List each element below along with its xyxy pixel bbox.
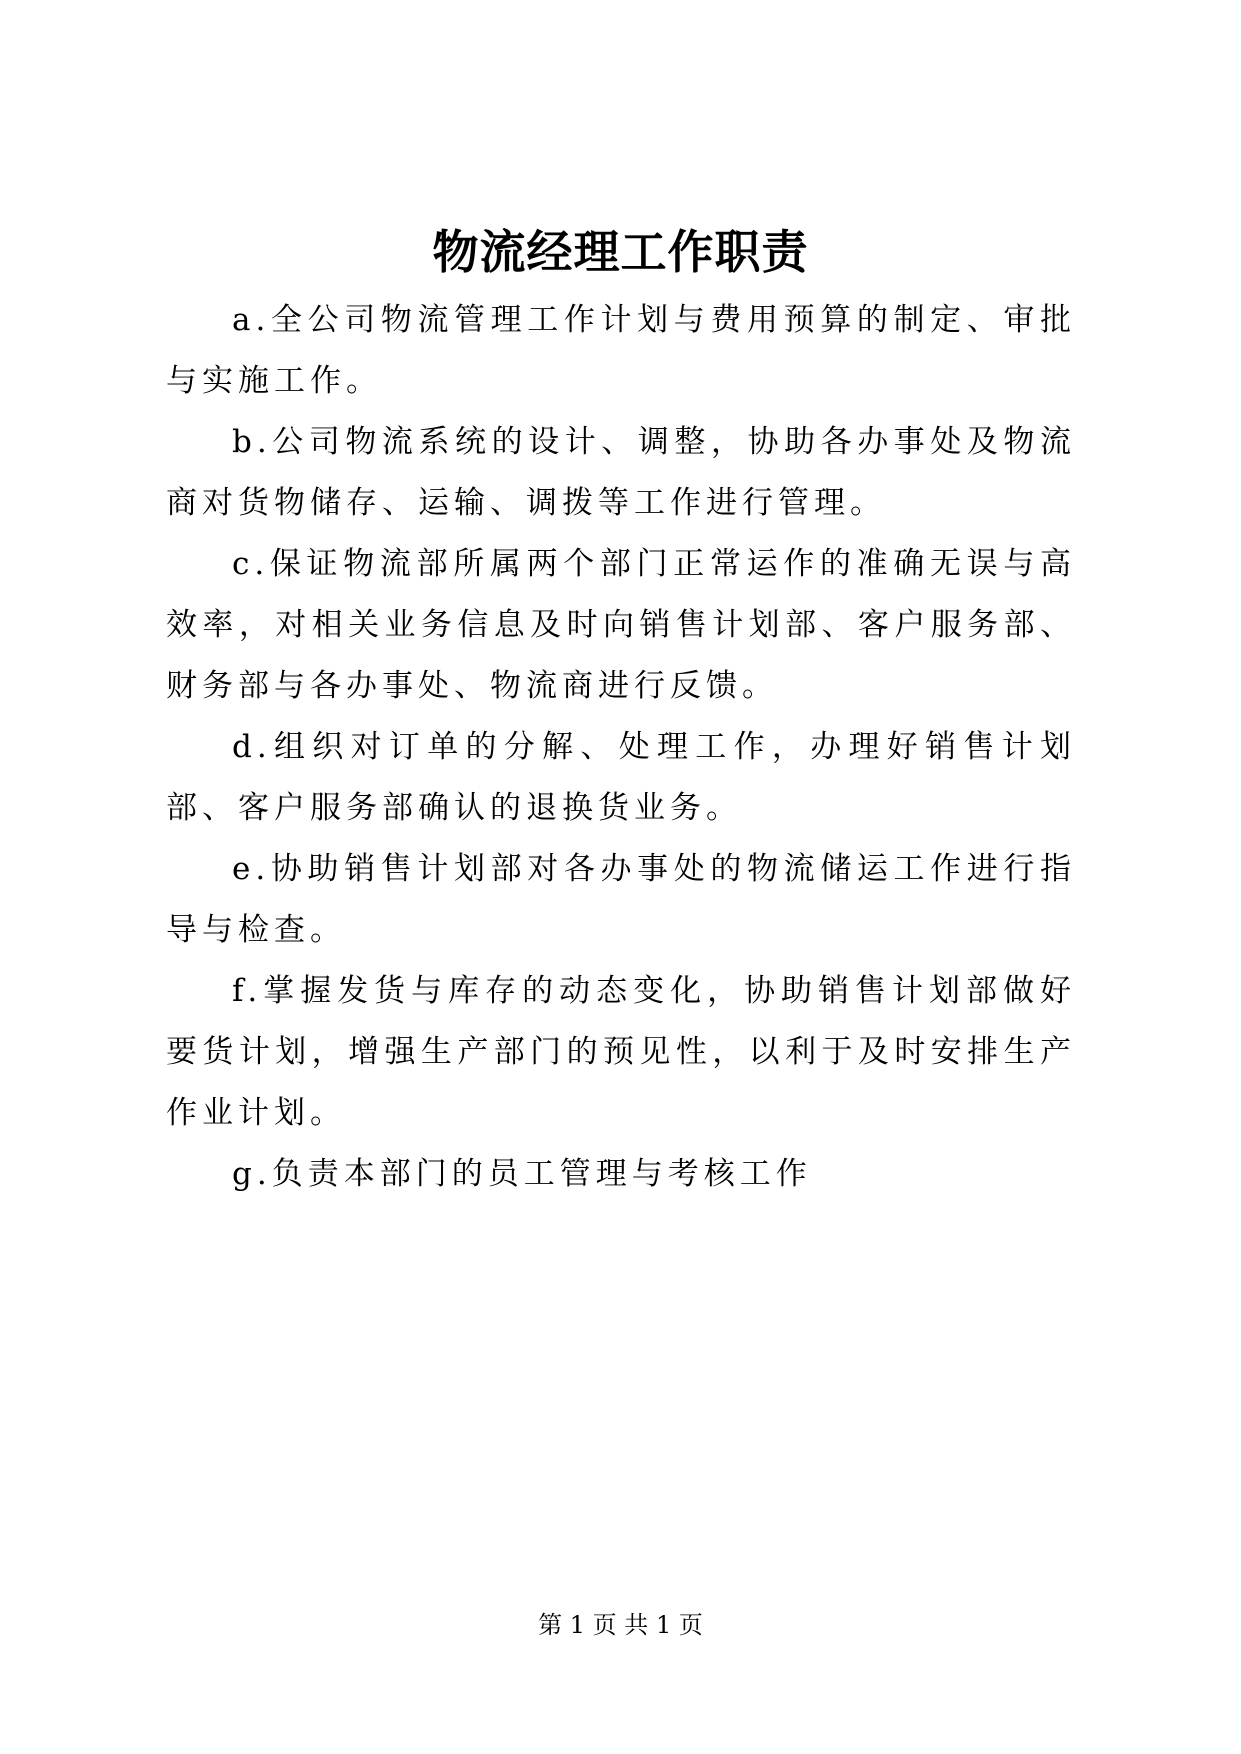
duty-paragraph-a: a.全公司物流管理工作计划与费用预算的制定、审批与实施工作。 — [166, 302, 1076, 399]
duty-paragraph-c: c.保证物流部所属两个部门正常运作的准确无误与高效率，对相关业务信息及时向销售计划部、客户服务部、财务部与各办事处、物流商进行反馈。 — [166, 546, 1076, 704]
document-title: 物流经理工作职责 — [432, 225, 809, 279]
duty-paragraph-g: g.负责本部门的员工管理与考核工作 — [232, 1156, 812, 1192]
document-body — [166, 290, 1076, 1205]
duty-paragraph-f: f.掌握发货与库存的动态变化，协助销售计划部做好要货计划，增强生产部门的预见性，以利于及时安排生产作业计划。 — [166, 973, 1076, 1131]
duty-paragraph-d: d.组织对订单的分解、处理工作，办理好销售计划部、客户服务部确认的退换货业务。 — [166, 729, 1076, 826]
duty-paragraph-b: b.公司物流系统的设计、调整，协助各办事处及物流商对货物储存、运输、调拨等工作进行管理。 — [166, 424, 1076, 521]
page-footer: 第 1 页 共 1 页 — [538, 1611, 703, 1639]
duty-paragraph-e: e.协助销售计划部对各办事处的物流储运工作进行指导与检查。 — [166, 851, 1076, 948]
